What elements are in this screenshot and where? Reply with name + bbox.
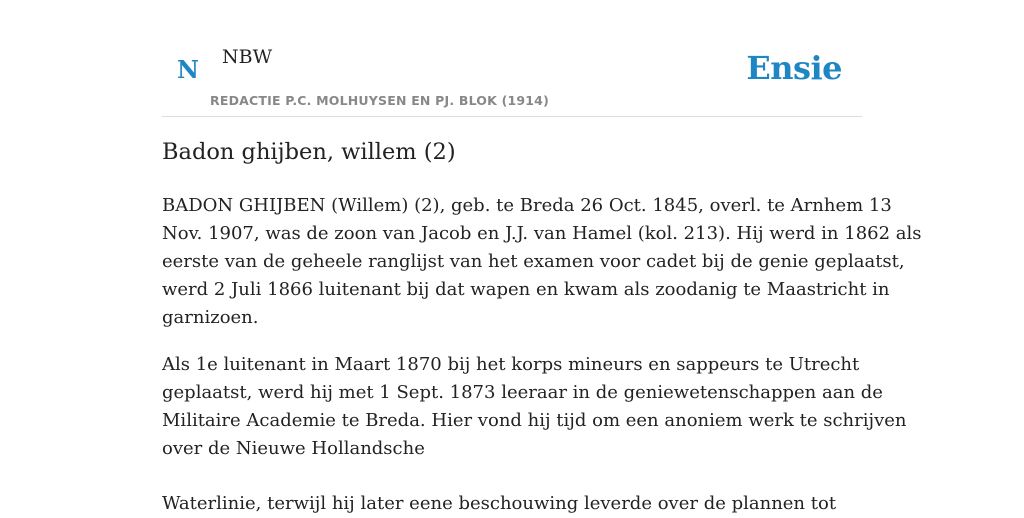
paragraph-line: eerste van de geheele ranglijst van het examen voor cadet bij de genie geplaatst, [162,251,905,272]
paragraph-line: over de Nieuwe Hollandsche [162,438,425,459]
paragraph-line: Nov. 1907, was de zoon van Jacob en J.J. van Hamel (kol. 213). Hij werd in 1862 als [162,223,922,244]
paragraph-line: garnizoen. [162,307,259,328]
source-header [162,0,862,117]
source-credit: REDACTIE P.C. MOLHUYSEN EN PJ. BLOK (1914) [210,93,549,108]
source-name[interactable]: NBW [222,46,273,68]
paragraph [162,490,862,518]
ensie-logo[interactable]: Ensie [746,49,842,87]
paragraph-line: Waterlinie, terwijl hij later eene beschouwing leverde over de plannen tot [162,493,837,514]
paragraph-line: Als 1e luitenant in Maart 1870 bij het korps mineurs en sappeurs te Utrecht [162,354,860,375]
page [162,0,922,514]
page-title: Badon ghijben, willem (2) [162,139,456,165]
paragraph-line: Militaire Academie te Breda. Hier vond hij tijd om een anoniem werk te schrijven [162,410,907,431]
source-logo[interactable]: N [177,55,199,84]
article-body [162,192,922,518]
paragraph [162,192,922,332]
paragraph-line: geplaatst, werd hij met 1 Sept. 1873 leeraar in de geniewetenschappen aan de [162,382,883,403]
paragraph-line: werd 2 Juli 1866 luitenant bij dat wapen en kwam als zoodanig te Maastricht in [162,279,890,300]
paragraph [162,351,907,463]
paragraph-line: BADON GHIJBEN (Willem) (2), geb. te Breda 26 Oct. 1845, overl. te Arnhem 13 [162,195,892,216]
